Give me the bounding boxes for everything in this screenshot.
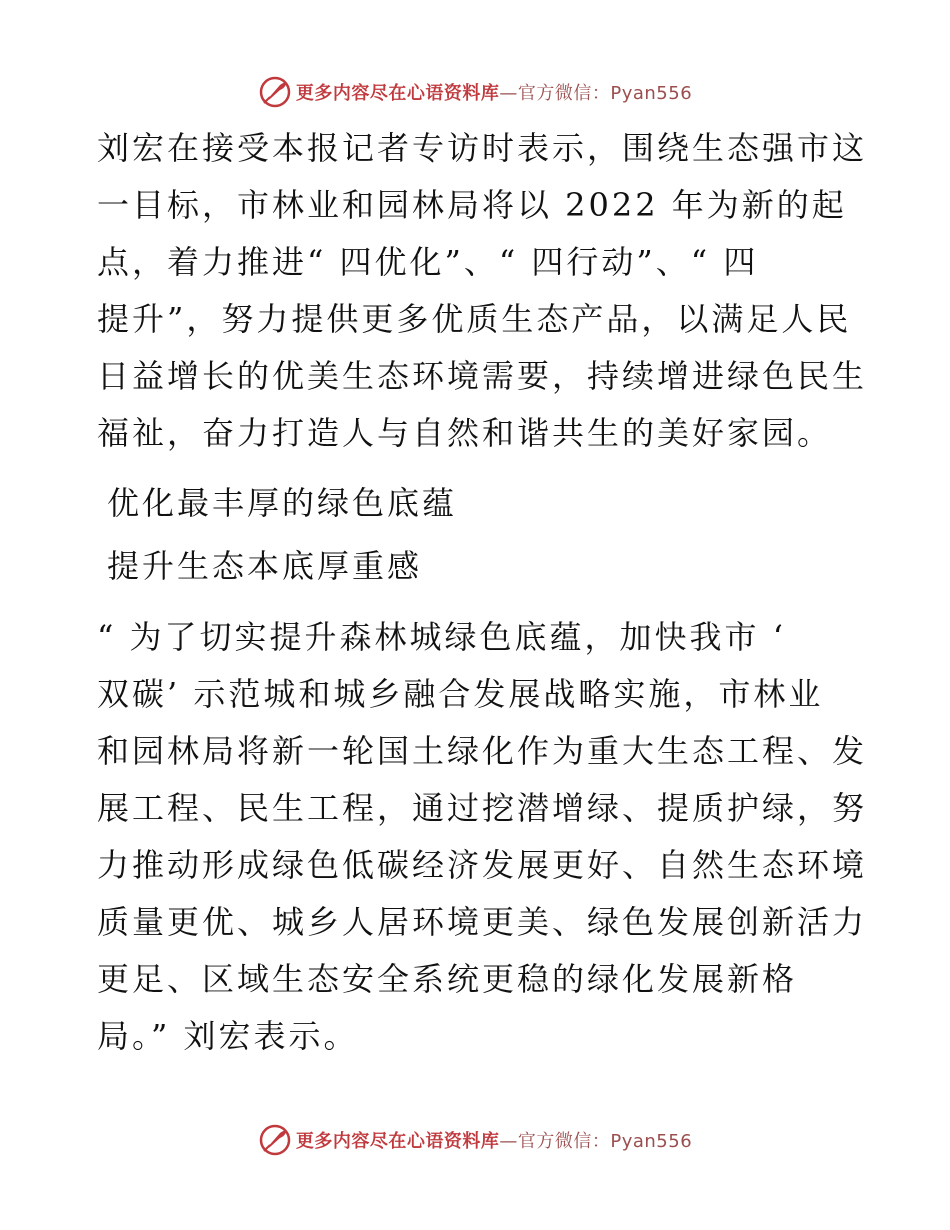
text-line: 福祉，奋力打造人与自然和谐共生的美好家园。 <box>97 414 833 452</box>
subheading-1: 优化最丰厚的绿色底蕴 <box>107 484 458 522</box>
text-line: 力推动形成绿色低碳经济发展更好、自然生态环境 <box>97 846 868 884</box>
banner-wechat: —官方微信：Pyan556 <box>499 83 693 104</box>
banner-text <box>296 79 692 105</box>
text-line: 刘宏在接受本报记者专访时表示，围绕生态强市这 <box>97 129 868 167</box>
paragraph-2 <box>97 609 868 1065</box>
subheading-2: 提升生态本底厚重感 <box>107 547 423 585</box>
text-line: 日益增长的优美生态环境需要，持续增进绿色民生 <box>97 357 868 395</box>
paragraph-1 <box>97 120 868 462</box>
footer-banner <box>0 1120 950 1160</box>
text-line: “ 为了切实提升森林城绿色底蕴，加快我市 ‘ <box>97 618 786 656</box>
banner-highlight: 更多内容尽在心语资料库 <box>295 83 500 104</box>
text-line: 提升”，努力提供更多优质生态产品，以满足人民 <box>97 300 852 338</box>
feather-pen-logo-icon <box>258 1123 292 1157</box>
banner-highlight: 更多内容尽在心语资料库 <box>295 1131 500 1152</box>
text-line: 更足、区域生态安全系统更稳的绿化发展新格 <box>97 960 798 998</box>
text-line: 双碳’ 示范城和城乡融合发展战略实施，市林业 <box>97 675 824 713</box>
text-line: 一目标，市林业和园林局将以 2022 年为新的起 <box>97 186 847 224</box>
text-line: 质量更优、城乡人居环境更美、绿色发展创新活力 <box>97 903 868 941</box>
header-banner <box>0 72 950 112</box>
banner-wechat: —官方微信：Pyan556 <box>499 1131 693 1152</box>
text-line: 和园林局将新一轮国土绿化作为重大生态工程、发 <box>97 732 868 770</box>
article-body <box>97 120 868 1065</box>
text-line: 局。” 刘宏表示。 <box>97 1017 359 1055</box>
text-line: 展工程、民生工程，通过挖潜增绿、提质护绿，努 <box>97 789 868 827</box>
text-line: 点，着力推进“ 四优化”、“ 四行动”、“ 四 <box>97 243 759 281</box>
feather-pen-logo-icon <box>258 75 292 109</box>
banner-text <box>296 1127 692 1153</box>
